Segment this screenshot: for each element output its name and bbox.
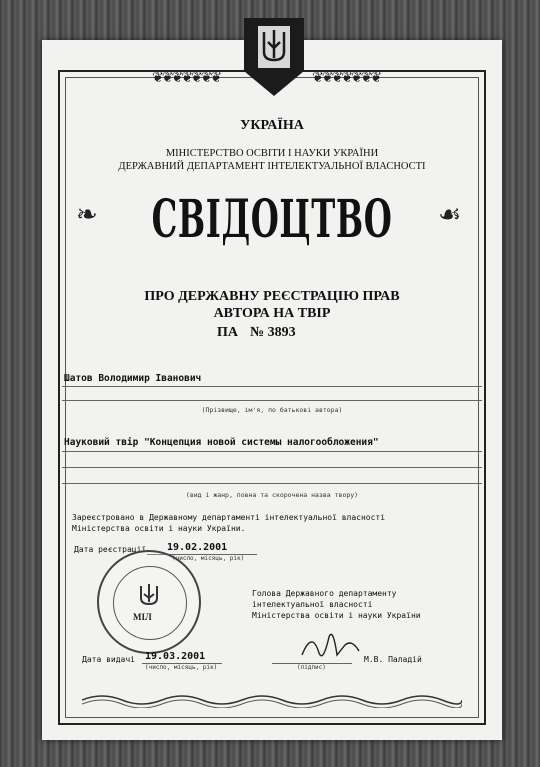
work-rule-2 xyxy=(62,467,482,468)
bottom-ornament xyxy=(82,692,462,708)
author-rule-2 xyxy=(62,400,482,401)
laurel-ornament-right: ❦❦❦❦❦❦❦ xyxy=(312,70,381,86)
author-name: Шатов Володимир Іванович xyxy=(64,373,202,384)
flourish-left-icon: ❧ xyxy=(76,200,98,230)
official-stamp xyxy=(97,550,201,654)
country-heading: УКРАЇНА xyxy=(240,118,304,133)
issue-date-label: Дата видачі xyxy=(82,655,135,664)
certificate-subtitle: ПРО ДЕРЖАВНУ РЕЄСТРАЦІЮ ПРАВ АВТОРА НА ТВІР xyxy=(144,289,400,321)
head-of-department: Голова Державного департаменту інтелектуальної власності Міністерства освіти і науки України xyxy=(252,589,421,620)
work-title: Науковий твір "Концепция новой системы налогообложения" xyxy=(64,437,379,448)
issue-date-caption: (число, місяць, рік) xyxy=(145,664,218,671)
work-rule-3 xyxy=(62,483,482,484)
registration-date-label: Дата реєстрації xyxy=(74,545,147,554)
registration-date: 19.02.2001 xyxy=(167,542,228,553)
stamp-trident-icon xyxy=(137,582,161,608)
ministry-heading: МІНІСТЕРСТВО ОСВІТИ І НАУКИ УКРАЇНИ ДЕРЖАВНИЙ ДЕПАРТАМЕНТ ІНТЕЛЕКТУАЛЬНОЇ ВЛАСНОСТІ xyxy=(118,148,426,172)
work-caption: (вид і жанр, повна та скорочена назва твору) xyxy=(185,491,359,499)
issue-date: 19.03.2001 xyxy=(145,651,206,662)
registration-text: Зареєстровано в Державному департаменті інтелектуальної власності Міністерства освіти і науки України. xyxy=(72,513,386,533)
certificate-number: ПА № 3893 xyxy=(217,325,296,340)
laurel-ornament-left: ❦❦❦❦❦❦❦ xyxy=(152,70,221,86)
stamp-text: МІЛ xyxy=(133,612,152,622)
author-caption: (Прізвище, ім'я, по батькові автора) xyxy=(201,406,343,414)
registration-date-caption: (число, місяць, рік) xyxy=(172,555,245,562)
signature xyxy=(297,625,367,665)
certificate-page xyxy=(42,40,502,740)
signature-caption: (підпис) xyxy=(297,664,326,671)
work-rule xyxy=(62,451,482,452)
author-rule xyxy=(62,386,482,387)
flourish-right-icon: ☙ xyxy=(438,200,462,230)
signer-name: М.В. Паладій xyxy=(364,655,422,664)
certificate-title: СВІДОЦТВО xyxy=(151,189,393,250)
